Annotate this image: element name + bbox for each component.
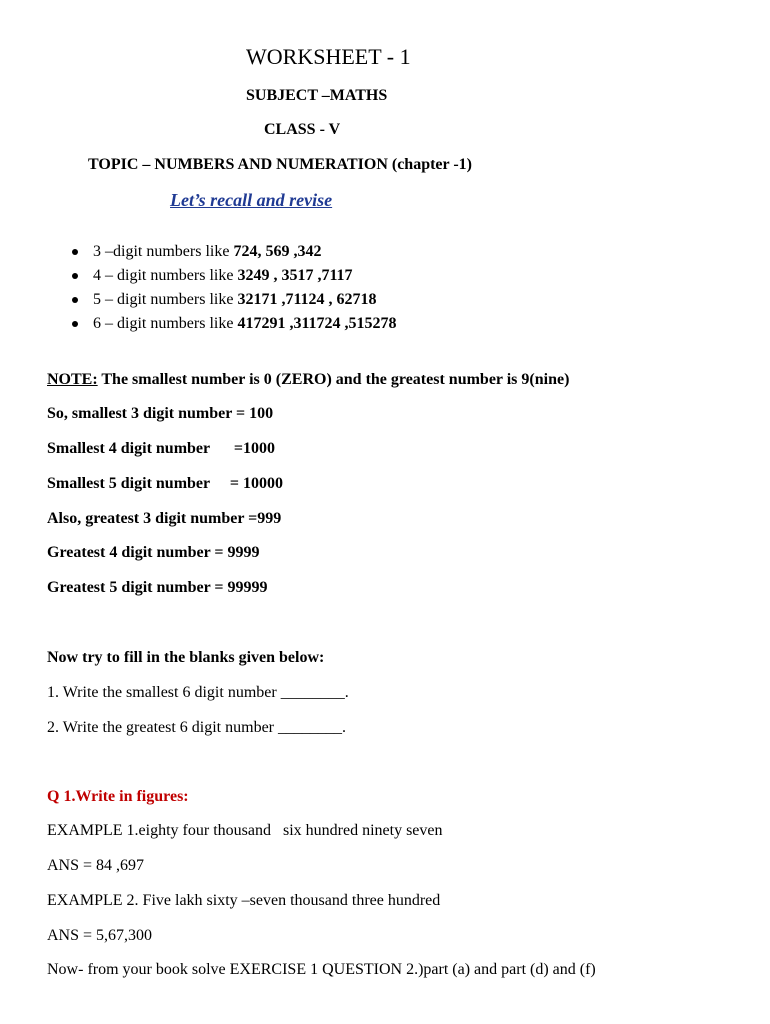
blank-question-2: 2. Write the greatest 6 digit number ________.	[47, 719, 346, 736]
book-instruction: Now- from your book solve EXERCISE 1 QUESTION 2.)part (a) and part (d) and (f)	[47, 961, 596, 978]
blank-question-1: 1. Write the smallest 6 digit number ________.	[47, 684, 349, 701]
fact-line: Smallest 4 digit number =1000	[47, 440, 275, 457]
fact-line: So, smallest 3 digit number = 100	[47, 405, 274, 422]
list-item	[66, 242, 397, 266]
bullet-numbers: 724, 569 ,342	[233, 243, 322, 260]
bullet-numbers: 417291 ,311724 ,515278	[237, 315, 397, 332]
answer-2: ANS = 5,67,300	[47, 927, 153, 944]
q1-heading: Q 1.Write in figures:	[47, 788, 189, 805]
blanks-heading: Now try to fill in the blanks given below:	[47, 649, 325, 666]
list-item	[66, 266, 397, 290]
list-item	[66, 290, 397, 314]
fact-line: Smallest 5 digit number = 10000	[47, 475, 283, 492]
digit-examples-list	[66, 242, 397, 338]
class-line: CLASS - V	[264, 121, 341, 138]
topic-line: TOPIC – NUMBERS AND NUMERATION (chapter -1)	[88, 156, 472, 173]
answer-1: ANS = 84 ,697	[47, 857, 145, 874]
fact-line: Greatest 5 digit number = 99999	[47, 579, 268, 596]
bullet-text: 3 –digit numbers like	[93, 243, 234, 260]
bullet-icon	[72, 297, 78, 303]
bullet-numbers: 32171 ,71124 , 62718	[237, 291, 377, 308]
subject-line: SUBJECT –MATHS	[246, 87, 388, 104]
bullet-icon	[72, 273, 78, 279]
example-2: EXAMPLE 2. Five lakh sixty –seven thousand three hundred	[47, 892, 441, 909]
fact-line: Also, greatest 3 digit number =999	[47, 510, 282, 527]
fact-line: Greatest 4 digit number = 9999	[47, 544, 260, 561]
bullet-icon	[72, 249, 78, 255]
recall-heading: Let’s recall and revise	[170, 190, 333, 210]
bullet-text: 6 – digit numbers like	[93, 315, 238, 332]
list-item	[66, 314, 397, 338]
example-1: EXAMPLE 1.eighty four thousand six hundred ninety seven	[47, 822, 443, 839]
bullet-numbers: 3249 , 3517 ,7117	[237, 267, 353, 284]
bullet-text: 5 – digit numbers like	[93, 291, 238, 308]
note-line	[47, 371, 569, 389]
note-text: The smallest number is 0 (ZERO) and the greatest number is 9(nine)	[97, 371, 570, 388]
worksheet-title: WORKSHEET - 1	[246, 44, 411, 69]
bullet-text: 4 – digit numbers like	[93, 267, 238, 284]
note-label: NOTE:	[47, 371, 98, 388]
bullet-icon	[72, 321, 78, 327]
